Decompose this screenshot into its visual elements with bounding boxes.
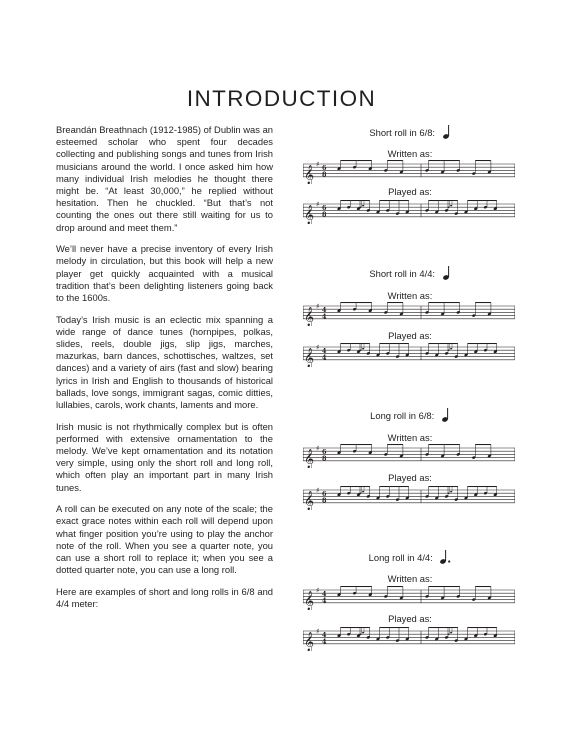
time-signature-top: 4 — [322, 590, 327, 599]
treble-clef-icon: 𝄞 — [304, 204, 315, 224]
staff-long-roll-6-8-written — [303, 444, 515, 468]
staff-short-roll-6-8-written — [303, 160, 515, 184]
played-label: Played as: — [388, 613, 432, 624]
time-signature-top: 4 — [322, 631, 327, 640]
treble-clef-icon: 𝄞 — [304, 306, 315, 326]
time-signature-top: 4 — [322, 306, 327, 315]
played-label: Played as: — [388, 472, 432, 483]
time-signature-bottom: 4 — [322, 637, 327, 646]
written-label: Written as: — [387, 290, 433, 301]
sharp-icon: ♯ — [316, 160, 320, 169]
staff-long-roll-6-8-played — [303, 486, 515, 510]
treble-clef-icon: 𝄞 — [304, 347, 315, 367]
time-signature-top: 6 — [322, 448, 327, 457]
paragraph: A roll can be executed on any note of the scale; the exact grace notes within each roll will depend upon what finger position you’re using to play the anchor note of the roll. When you see a quarter note, you can use a short roll to replace it; when you see a dotted quarter note, you can use a long roll. — [56, 503, 273, 576]
page-title: INTRODUCTION — [186, 86, 377, 111]
time-signature-top: 6 — [322, 204, 327, 213]
sharp-icon: ♯ — [316, 486, 320, 495]
time-signature-bottom: 4 — [322, 312, 327, 321]
sharp-icon: ♯ — [316, 627, 320, 636]
played-label: Played as: — [388, 330, 432, 341]
treble-clef-icon: 𝄞 — [304, 590, 315, 610]
music-examples — [295, 0, 525, 750]
staff-short-roll-4-4-played — [303, 343, 515, 367]
quarter-note-icon — [441, 407, 450, 426]
staff-long-roll-4-4-written — [303, 586, 515, 610]
sharp-icon: ♯ — [316, 444, 320, 453]
time-signature-top: 6 — [322, 164, 327, 173]
time-signature-top: 4 — [322, 347, 327, 356]
written-label: Written as: — [387, 148, 433, 159]
staff-short-roll-4-4-written — [303, 302, 515, 326]
example-heading: Short roll in 6/8: — [295, 124, 525, 143]
quarter-note-icon — [442, 265, 451, 284]
example-heading: Long roll in 4/4: — [295, 549, 525, 568]
sharp-icon: ♯ — [316, 343, 320, 352]
time-signature-bottom: 8 — [322, 210, 327, 219]
written-label: Written as: — [387, 573, 433, 584]
paragraph: We’ll never have a precise inventory of every Irish melody in circulation, but this book will help a new player get quickly acquainted with a musical tradition that’s been delighting listeners going back to the 1600s. — [56, 243, 273, 304]
quarter-note-icon — [442, 124, 451, 143]
time-signature-bottom: 8 — [322, 170, 327, 179]
example-heading: Short roll in 4/4: — [295, 265, 525, 284]
paragraph: Today’s Irish music is an eclectic mix spanning a wide range of dance tunes (hornpipes, polkas, slides, reels, double jigs, slip jigs, marches, mazurkas, barn dances, schottisches, waltzes, set dances) and a variety of airs (fast and slow) bearing lyrics in Irish and English to thousands of historical ballads, love songs, immigrant sagas, comic ditties, lullabies, carols, work chants, laments and more. — [56, 313, 273, 411]
time-signature-top: 6 — [322, 490, 327, 499]
body-text — [56, 124, 273, 620]
played-label: Played as: — [388, 186, 432, 197]
treble-clef-icon: 𝄞 — [304, 448, 315, 468]
treble-clef-icon: 𝄞 — [304, 164, 315, 184]
paragraph: Breandán Breathnach (1912-1985) of Dublin was an esteemed scholar who spent four decades collecting and publishing songs and tunes from Irish musicians around the world. I once asked him how many individual Irish melodies he thought there might be. “At least 30,000,” he replied without hesitation. Then he chuckled. “But that’s not counting the ones out there still waiting for us to drop around and meet them.” — [56, 124, 273, 233]
paragraph: Irish music is not rhythmically complex but is often performed with extensive ornamentation to the melody. We’ve kept ornamentation and its notation very simple, using only the short roll and long roll, which often play an important part in many Irish tunes. — [56, 420, 273, 493]
time-signature-bottom: 4 — [322, 353, 327, 362]
sharp-icon: ♯ — [316, 586, 320, 595]
written-label: Written as: — [387, 432, 433, 443]
example-heading: Long roll in 6/8: — [295, 407, 525, 426]
paragraph: Here are examples of short and long rolls in 6/8 and 4/4 meter: — [56, 585, 273, 610]
sharp-icon: ♯ — [316, 302, 320, 311]
treble-clef-icon: 𝄞 — [304, 631, 315, 651]
time-signature-bottom: 4 — [322, 596, 327, 605]
sharp-icon: ♯ — [316, 200, 320, 209]
time-signature-bottom: 8 — [322, 496, 327, 505]
staff-short-roll-6-8-played — [303, 200, 515, 224]
staff-long-roll-4-4-played — [303, 627, 515, 651]
treble-clef-icon: 𝄞 — [304, 490, 315, 510]
dotted-quarter-note-icon — [439, 549, 451, 568]
time-signature-bottom: 8 — [322, 454, 327, 463]
